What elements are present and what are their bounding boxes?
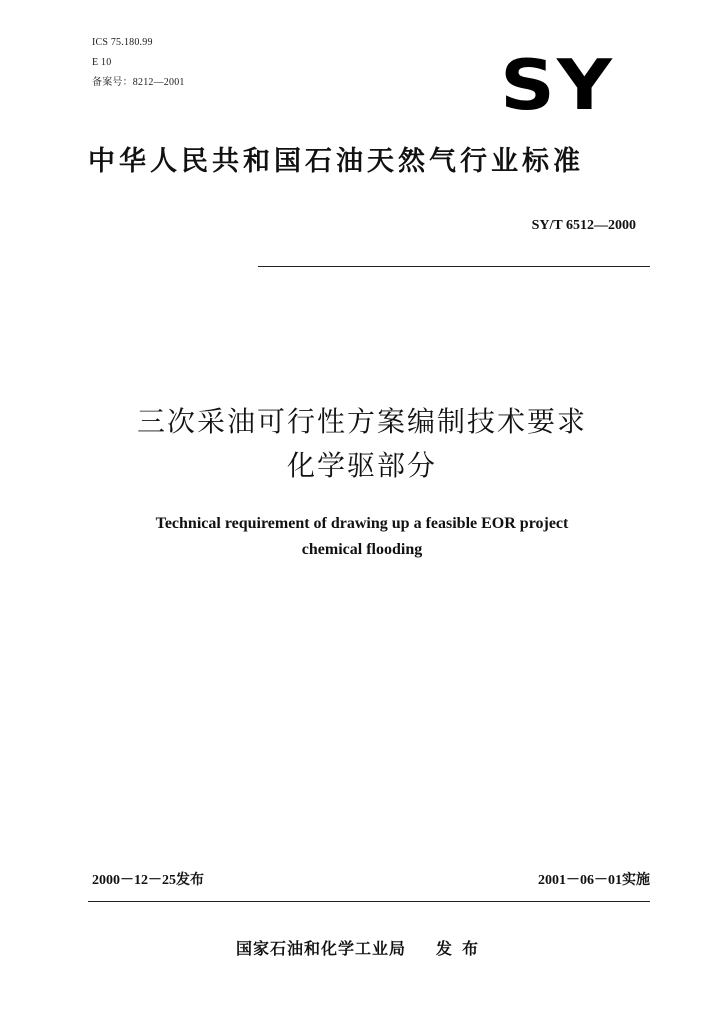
classification-code: E 10	[92, 57, 112, 68]
english-title-line-1: Technical requirement of drawing up a feasible EOR project	[155, 515, 569, 532]
implementation-date: 2001－06－01实施	[538, 873, 650, 888]
record-number: 备案号：8212—2001	[92, 77, 185, 88]
chinese-title-line-2: 化学驱部分	[286, 449, 437, 482]
publish-label: 发布	[436, 939, 489, 958]
publisher-name: 国家石油和化学工业局	[235, 939, 406, 958]
bottom-divider	[88, 901, 650, 902]
issue-date: 2000－12－25发布	[92, 873, 204, 888]
ics-code: ICS 75.180.99	[92, 37, 153, 48]
publisher-block	[0, 937, 724, 961]
chinese-title-line-1: 三次采油可行性方案编制技术要求	[136, 405, 587, 438]
org-title: 中华人民共和国石油天然气行业标准	[88, 146, 584, 177]
sy-logo: SY	[500, 43, 614, 126]
standard-number: SY/T 6512—2000	[531, 218, 636, 233]
english-title-line-2: chemical flooding	[301, 541, 423, 558]
top-divider	[258, 266, 650, 267]
